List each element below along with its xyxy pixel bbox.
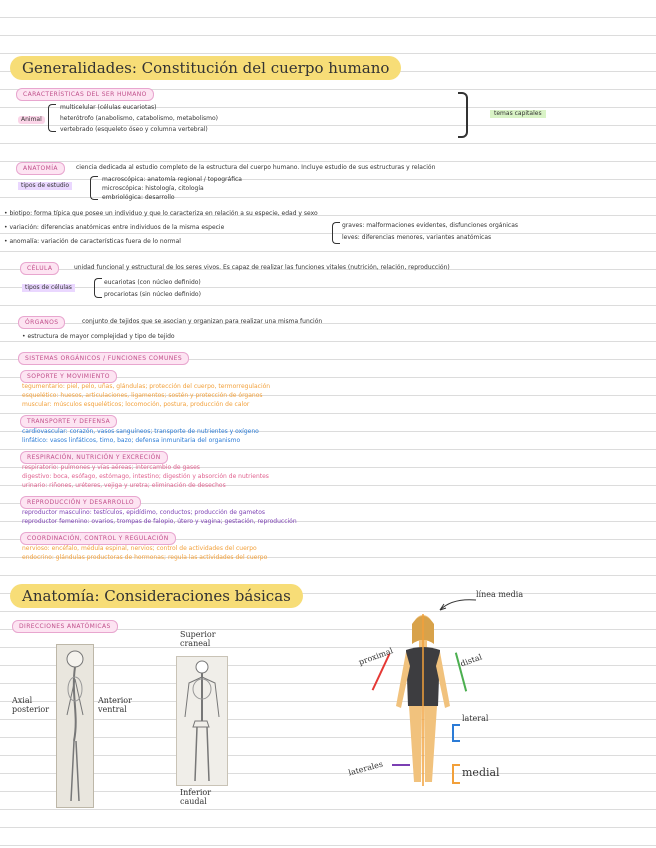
subgroup-line: linfático: vasos linfáticos, timo, bazo; defensa inmunitaria del organismo xyxy=(22,437,241,444)
celula-definition: unidad funcional y estructural de los seres vivos. Es capaz de realizar las funciones vitales (nutrición, relación, reproducción) xyxy=(74,264,450,271)
pill-caracteristicas: CARACTERÍSTICAS DEL SER HUMANO xyxy=(16,88,154,101)
celula-tipos-label: tipos de células xyxy=(22,284,75,292)
tipos-estudio-label: tipos de estudio xyxy=(18,182,72,190)
label-laterales: laterales xyxy=(347,759,384,778)
label-medial: medial xyxy=(462,766,500,779)
brace-anomalia xyxy=(332,222,340,244)
organo-definition: conjunto de tejidos que se asocian y organizan para realizar una misma función xyxy=(82,318,323,325)
subgroup-line: respiratorio: pulmones y vías aéreas; intercambio de gases xyxy=(22,464,200,471)
tipos-estudio-3: embriológica: desarrollo xyxy=(102,194,175,201)
skeleton-lateral-drawing xyxy=(57,645,93,807)
label-axial-posterior: Axial posterior xyxy=(12,696,50,714)
temas-capitales-label: temas capitales xyxy=(490,110,546,118)
animal-item-2: heterótrofo (anabolismo, catabolismo, metabolismo) xyxy=(60,115,218,122)
label-inferior-caudal: Inferior caudal xyxy=(180,788,212,806)
tipos-estudio-2: microscópica: histología, citología xyxy=(102,185,204,192)
subgroup-head: SOPORTE Y MOVIMIENTO xyxy=(20,370,117,383)
label-anterior-ventral: Anterior ventral xyxy=(98,696,132,714)
anomalia-detail-2: leves: diferencias menores, variantes anatómicas xyxy=(342,234,492,241)
organo-note: • estructura de mayor complejidad y tipo de tejido xyxy=(22,333,175,340)
medial-bracket xyxy=(452,764,460,784)
subgroup-line: endocrino: glándulas productoras de hormonas; regula las actividades del cuerpo xyxy=(22,554,268,561)
subgroup-line: tegumentario: piel, pelo, uñas, glándulas; protección del cuerpo, termorregulación xyxy=(22,383,271,390)
tipos-estudio-1: macroscópica: anatomía regional / topográfica xyxy=(102,176,242,183)
variacion-line: • variación: diferencias anatómicas entre individuos de la misma especie xyxy=(4,224,225,231)
linea-media-arrow xyxy=(432,594,478,614)
right-brace xyxy=(458,92,468,138)
lateral-bracket xyxy=(452,724,460,742)
skeleton-lateral-image xyxy=(56,644,94,808)
brace-animal xyxy=(48,104,56,132)
subgroup-head: COORDINACIÓN, CONTROL Y REGULACIÓN xyxy=(20,532,176,545)
animal-item-1: multicelular (células eucariotas) xyxy=(60,104,157,111)
anatomia-definition: ciencia dedicada al estudio completo de la estructura del cuerpo humano. Incluye estudio de sus estructuras y relación xyxy=(76,164,436,171)
subgroup-head: RESPIRACIÓN, NUTRICIÓN Y EXCRECIÓN xyxy=(20,451,168,464)
skeleton-front-image xyxy=(176,656,228,786)
animal-item-3: vertebrado (esqueleto óseo y columna vertebral) xyxy=(60,126,208,133)
label-distal: distal xyxy=(459,652,484,669)
human-figure-drawing xyxy=(388,610,458,790)
celula-tipos-2: procariotas (sin núcleo definido) xyxy=(104,291,201,298)
pill-sistemas: SISTEMAS ORGÁNICOS / FUNCIONES COMUNES xyxy=(18,352,189,365)
pill-celula: CÉLULA xyxy=(20,262,59,275)
pill-anatomia: ANATOMÍA xyxy=(16,162,65,175)
label-superior-craneal: Superior craneal xyxy=(180,630,216,648)
brace-tipos-estudio xyxy=(90,176,98,200)
subgroup-line: digestivo: boca, esófago, estómago, intestino; digestión y absorción de nutrientes xyxy=(22,473,269,480)
celula-tipos-1: eucariotas (con núcleo definido) xyxy=(104,279,201,286)
human-figure-image xyxy=(388,610,458,790)
laterales-arrow xyxy=(392,764,410,766)
biotipo-line: • biotipo: forma típica que posee un individuo y que lo caracteriza en relación a su especie, edad y sexo xyxy=(4,210,318,217)
label-lateral: lateral xyxy=(462,714,489,723)
anomalia-line: • anomalía: variación de características fuera de lo normal xyxy=(4,238,181,245)
animal-label: Animal xyxy=(18,116,45,124)
label-proximal: proximal xyxy=(357,646,395,667)
label-linea-media: línea media xyxy=(476,590,524,599)
pill-organos: ÓRGANOS xyxy=(18,316,65,329)
section-title-anatomia: Anatomía: Consideraciones básicas xyxy=(10,584,303,608)
subgroup-line: reproductor femenino: ovarios, trompas de falopio, útero y vagina; gestación, reproducción xyxy=(22,518,297,525)
anomalia-detail-1: graves: malformaciones evidentes, disfunciones orgánicas xyxy=(342,222,519,229)
skeleton-front-drawing xyxy=(177,657,227,785)
subgroup-line: cardiovascular: corazón, vasos sanguíneos; transporte de nutrientes y oxígeno xyxy=(22,428,259,435)
section-title-generalidades: Generalidades: Constitución del cuerpo humano xyxy=(10,56,401,80)
subgroup-line: urinario: riñones, uréteres, vejiga y uretra; eliminación de desechos xyxy=(22,482,226,489)
subgroup-line: muscular: músculos esqueléticos; locomoción, postura, producción de calor xyxy=(22,401,250,408)
subgroup-head: TRANSPORTE Y DEFENSA xyxy=(20,415,117,428)
subgroup-head: REPRODUCCIÓN Y DESARROLLO xyxy=(20,496,141,509)
subgroup-line: esquelético: huesos, articulaciones, ligamentos; sostén y protección de órganos xyxy=(22,392,263,399)
subgroup-line: nervioso: encéfalo, médula espinal, nervios; control de actividades del cuerpo xyxy=(22,545,257,552)
brace-celula-tipos xyxy=(94,278,102,298)
pill-direcciones: DIRECCIONES ANATÓMICAS xyxy=(12,620,118,633)
subgroup-line: reproductor masculino: testículos, epidídimo, conductos; producción de gametos xyxy=(22,509,266,516)
